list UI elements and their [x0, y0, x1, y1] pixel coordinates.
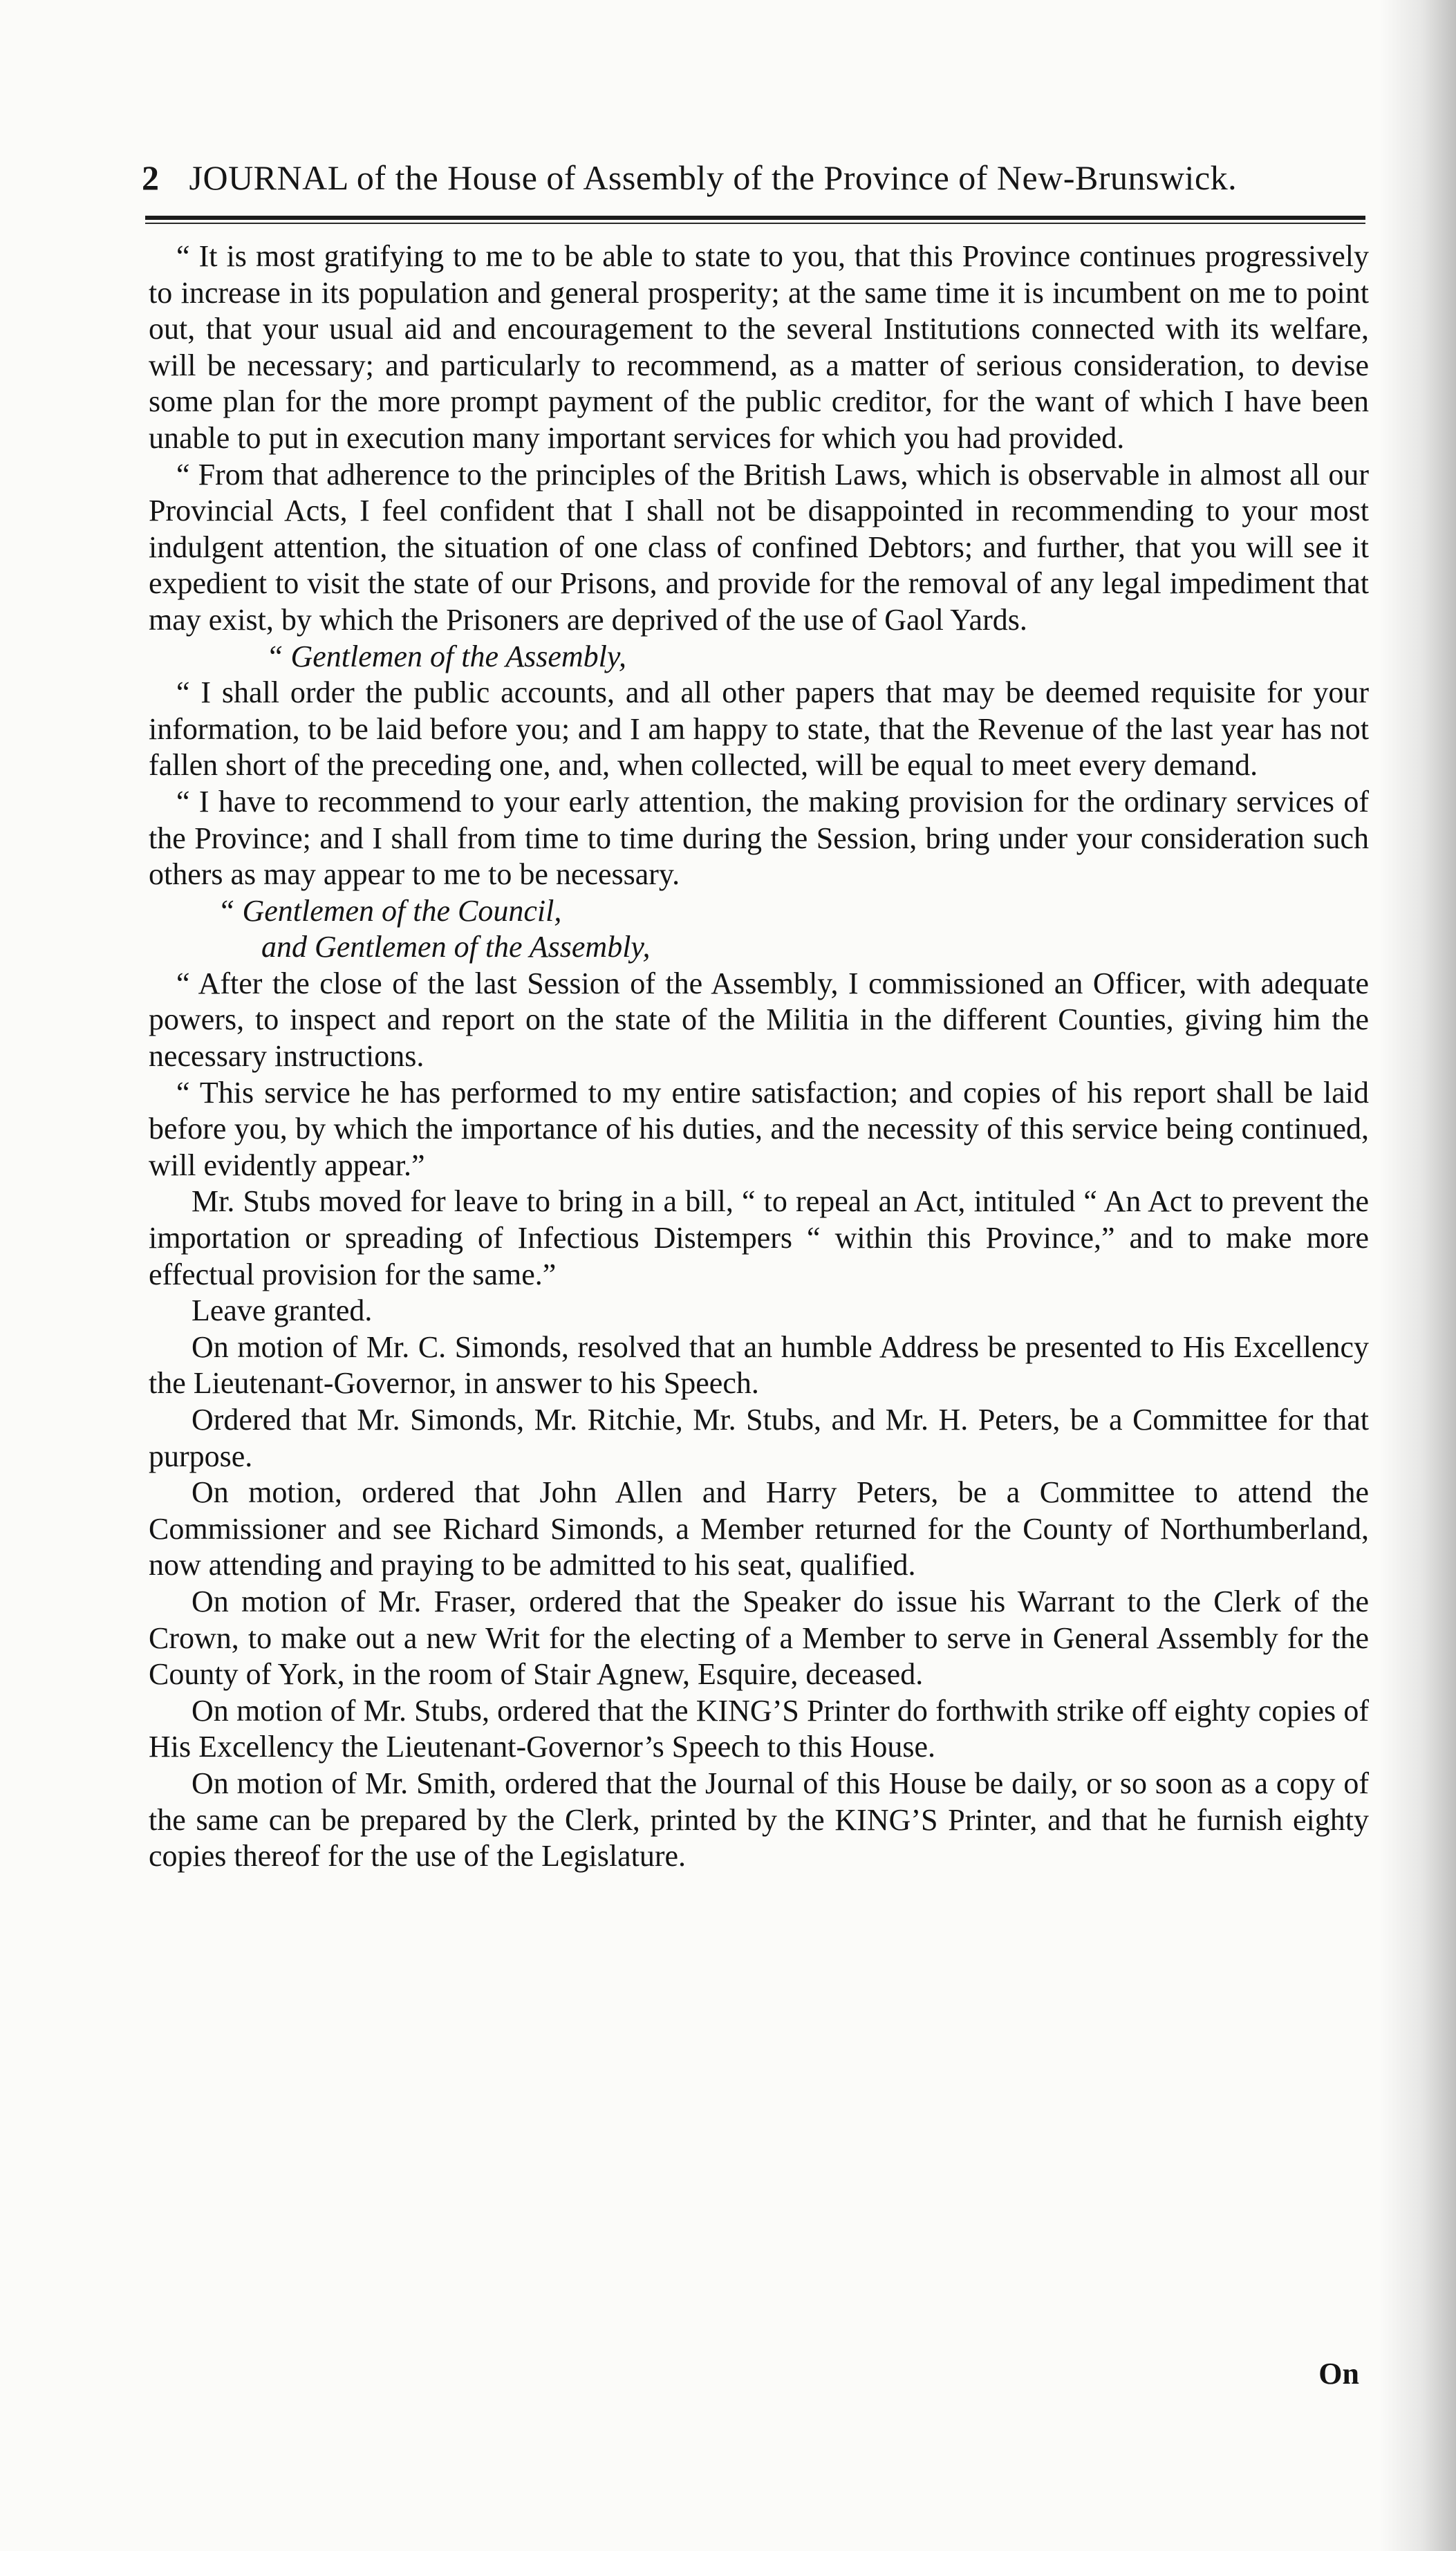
order-committee: Ordered that Mr. Simonds, Mr. Ritchie, Mr. Stubs, and Mr. H. Peters, be a Committee for that purpose.	[149, 1403, 1369, 1473]
speech-paragraph-prosperity: “ It is most gratifying to me to be able to state to you, that this Province continues progressively to increase in its population and general prosperity; at the same time it is incumbent on me to point out, that your usual aid and encouragement to the several Institutions connected with its welfare, will be necessary; and particularly to recommend, as a matter of serious consideration, to devise some plan for the more prompt payment of the public creditor, for the want of which I have been unable to put in execution many important services for which you had provided.	[149, 239, 1369, 455]
motion-simonds-address: On motion of Mr. C. Simonds, resolved that an humble Address be presented to His Excellency the Lieutenant-Governor, in answer to his Speech.	[149, 1329, 1369, 1401]
address-gentlemen-council: “ Gentlemen of the Council,	[218, 893, 562, 928]
header-rule-thick	[145, 216, 1365, 220]
page-header	[142, 158, 1365, 213]
page-number: 2	[142, 158, 159, 197]
page-edge-shadow	[1380, 0, 1456, 2551]
speech-paragraph-debtors: “ From that adherence to the principles of the British Laws, which is observable in almost all our Provincial Acts, I feel confident that I shall not be disappointed in recommending to your most indulgent attention, the situation of one class of confined Debtors; and further, that you will see it expedient to visit the state of our Prisons, and provide for the removal of any legal impediment that may exist, by which the Prisoners are deprived of the use of Gaol Yards.	[149, 457, 1369, 637]
motion-fraser-writ: On motion of Mr. Fraser, ordered that the Speaker do issue his Warrant to the Clerk of the Crown, to make out a new Writ for the electing of a Member to serve in General Assembly for the County of York, in the room of Stair Agnew, Esquire, deceased.	[149, 1584, 1369, 1692]
catchword: On	[1318, 2357, 1359, 2391]
leave-granted: Leave granted.	[192, 1293, 373, 1328]
address-gentlemen-assembly: “ Gentlemen of the Assembly,	[266, 639, 626, 673]
address-and-gentlemen-assembly: and Gentlemen of the Assembly,	[261, 930, 651, 964]
speech-paragraph-service: “ This service he has performed to my entire satisfaction; and copies of his report shall be laid before you, by which the importance of his duties, and the necessity of this service being continued, will evidently appear.”	[149, 1075, 1369, 1182]
running-title: JOURNAL of the House of Assembly of the Province of New-Brunswick.	[189, 158, 1238, 197]
motion-allen-peters: On motion, ordered that John Allen and Harry Peters, be a Committee to attend the Commissioner and see Richard Simonds, a Member returned for the County of Northumberland, now attending and praying to be admitted to his seat, qualified.	[149, 1475, 1369, 1582]
journal-body	[149, 239, 1369, 1875]
speech-paragraph-militia: “ After the close of the last Session of the Assembly, I commissioned an Officer, with adequate powers, to inspect and report on the state of the Militia in the different Counties, giving him the necessary instructions.	[149, 966, 1369, 1074]
speech-paragraph-provision: “ I have to recommend to your early attention, the making provision for the ordinary services of the Province; and I shall from time to time during the Session, bring under your consideration such others as may appear to me to be necessary.	[149, 784, 1369, 892]
speech-paragraph-accounts: “ I shall order the public accounts, and all other papers that may be deemed requisite for your information, to be laid before you; and I am happy to state, that the Revenue of the last year has not fallen short of the preceding one, and, when collected, will be equal to meet every demand.	[149, 675, 1369, 783]
motion-smith-journal: On motion of Mr. Smith, ordered that the Journal of this House be daily, or so soon as a copy of the same can be prepared by the Clerk, printed by the KING’S Printer, and that he furnish eighty copies thereof for the use of the Legislature.	[149, 1766, 1369, 1873]
motion-stubs-printer: On motion of Mr. Stubs, ordered that the KING’S Printer do forthwith strike off eighty copies of His Excellency the Lieutenant-Governor’s Speech to this House.	[149, 1693, 1369, 1764]
motion-stubs-bill: Mr. Stubs moved for leave to bring in a bill, “ to repeal an Act, intituled “ An Act to prevent the importation or spreading of Infectious Distempers “ within this Province,” and to make more effectual provision for the same.”	[149, 1184, 1369, 1291]
header-rule-thin	[145, 223, 1365, 224]
